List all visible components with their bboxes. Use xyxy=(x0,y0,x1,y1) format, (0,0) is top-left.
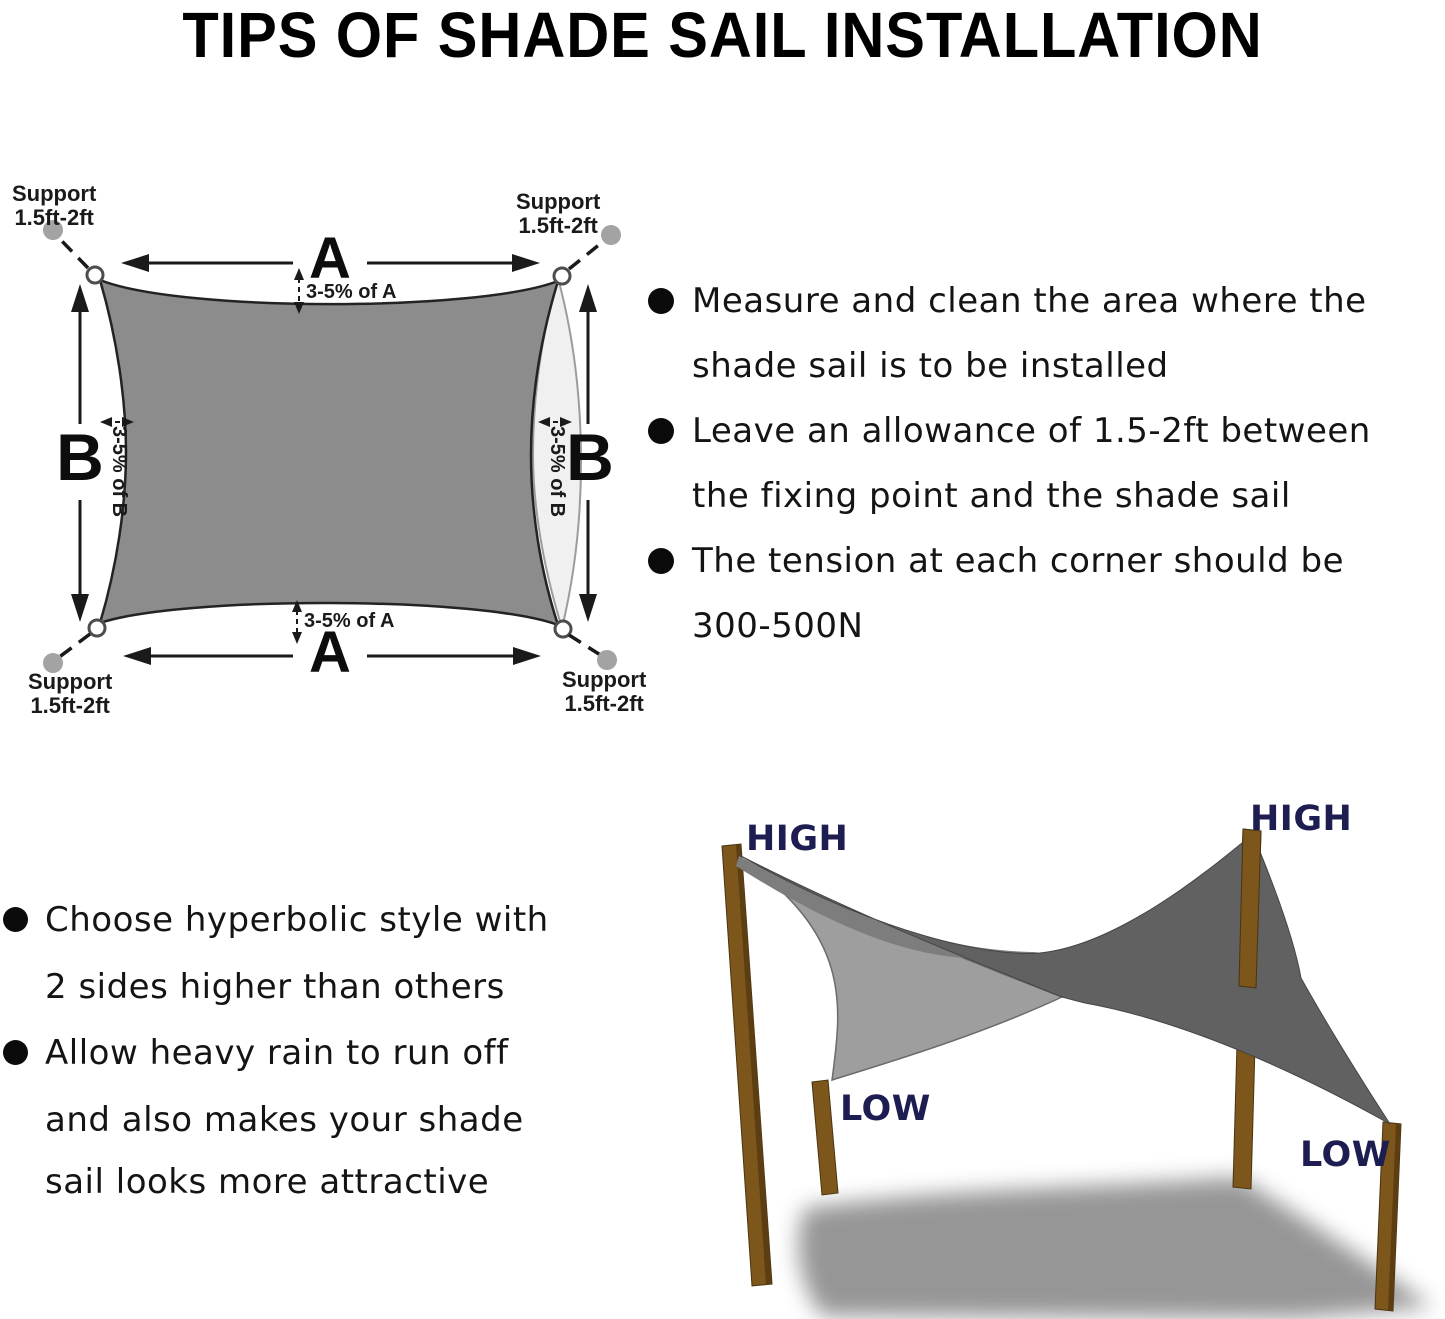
post-low-left xyxy=(812,1080,838,1195)
sag-a-top-label: 3-5% of A xyxy=(306,281,397,303)
dim-a-bottom-label: A xyxy=(309,620,351,685)
tip-line: the fixing point and the shade sail xyxy=(692,476,1291,516)
support-word: Support xyxy=(562,667,647,692)
dim-a-top-label: A xyxy=(309,226,351,291)
tip-line: sail looks more attractive xyxy=(45,1162,490,1202)
sail-shape xyxy=(100,280,558,625)
support-label-top-right xyxy=(516,190,600,238)
dim-b-left-label: B xyxy=(56,420,104,494)
tip-line: Leave an allowance of 1.5-2ft between xyxy=(692,411,1371,451)
sag-a-bottom-label: 3-5% of A xyxy=(304,610,395,632)
sag-b-right-label: 3-5% of B xyxy=(546,426,568,518)
support-word: Support xyxy=(516,189,601,214)
tip-line: Measure and clean the area where the xyxy=(692,281,1367,321)
dim-b-right-label: B xyxy=(566,420,614,494)
support-range: 1.5ft-2ft xyxy=(14,205,94,230)
tip-line: shade sail is to be installed xyxy=(692,346,1169,386)
tip-line: Allow heavy rain to run off xyxy=(45,1033,509,1073)
support-range: 1.5ft-2ft xyxy=(564,691,644,716)
support-word: Support xyxy=(12,181,97,206)
support-label-bottom-right xyxy=(562,668,646,716)
low-label-right: LOW xyxy=(1300,1135,1391,1175)
bullet-icon xyxy=(648,288,674,314)
low-label-left: LOW xyxy=(840,1089,931,1129)
support-word: Support xyxy=(28,669,113,694)
tip-line: and also makes your shade xyxy=(45,1100,524,1140)
high-label-left: HIGH xyxy=(746,819,849,859)
tip-line: The tension at each corner should be xyxy=(692,541,1345,581)
tip-line: 300-500N xyxy=(692,606,864,646)
ground-shadow xyxy=(798,1177,1432,1318)
sag-b-left-label: 3-5% of B xyxy=(108,426,130,518)
support-label-bottom-left xyxy=(28,670,112,718)
page-title: TIPS OF SHADE SAIL INSTALLATION xyxy=(182,0,1263,71)
bullet-icon xyxy=(3,907,28,932)
tip-line: Choose hyperbolic style with xyxy=(45,900,549,940)
support-range: 1.5ft-2ft xyxy=(30,693,110,718)
bullet-icon xyxy=(648,548,674,574)
support-label-top-left xyxy=(12,182,96,230)
bullet-icon xyxy=(3,1040,28,1065)
tip-line: 2 sides higher than others xyxy=(45,967,505,1007)
high-label-right: HIGH xyxy=(1250,799,1353,839)
support-range: 1.5ft-2ft xyxy=(518,213,598,238)
bullet-icon xyxy=(648,418,674,444)
